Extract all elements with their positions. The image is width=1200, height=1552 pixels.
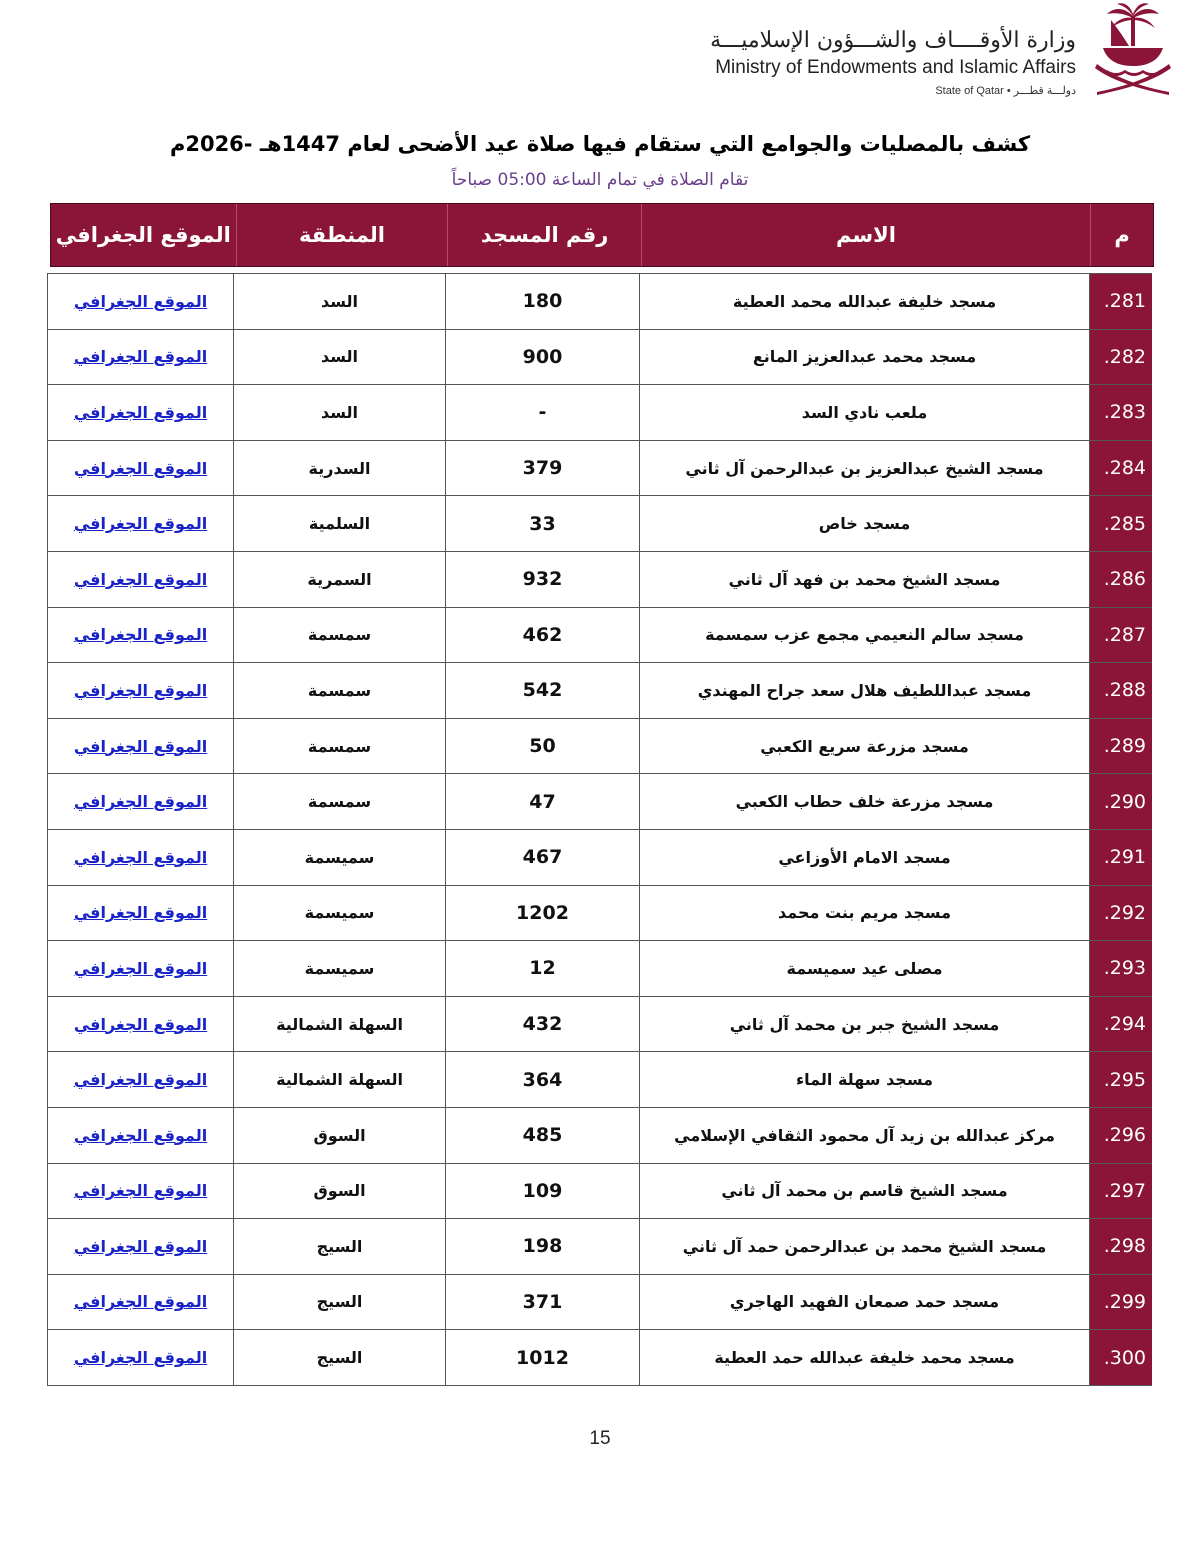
- header-area: المنطقة: [236, 204, 448, 266]
- area-name: سمسمة: [233, 774, 445, 829]
- location-cell: [47, 941, 233, 996]
- row-number: 295.: [1089, 1052, 1152, 1107]
- table-row: [47, 608, 1152, 664]
- area-name: السيج: [233, 1330, 445, 1385]
- row-number: 288.: [1089, 663, 1152, 718]
- mosque-number: 542: [445, 663, 639, 718]
- mosque-number: 198: [445, 1219, 639, 1274]
- mosque-name: مسجد سهلة الماء: [639, 1052, 1089, 1107]
- location-cell: [47, 608, 233, 663]
- area-name: السد: [233, 385, 445, 440]
- row-number: 290.: [1089, 774, 1152, 829]
- area-name: السهلة الشمالية: [233, 1052, 445, 1107]
- location-cell: [47, 997, 233, 1052]
- location-link[interactable]: الموقع الجغرافي: [73, 903, 208, 923]
- header-number: م: [1090, 204, 1153, 266]
- ministry-name-english: Ministry of Endowments and Islamic Affairs: [715, 57, 1076, 78]
- area-name: سمسمة: [233, 663, 445, 718]
- table-row: [47, 385, 1152, 441]
- area-name: السيج: [233, 1275, 445, 1330]
- area-name: سمسمة: [233, 608, 445, 663]
- location-cell: [47, 274, 233, 329]
- area-name: سميسمة: [233, 830, 445, 885]
- mosque-number: -: [445, 385, 639, 440]
- header-location: الموقع الجغرافي: [55, 223, 231, 247]
- row-number: 282.: [1089, 330, 1152, 385]
- location-link[interactable]: الموقع الجغرافي: [73, 1014, 208, 1034]
- location-link[interactable]: الموقع الجغرافي: [73, 958, 208, 978]
- mosque-name: مسجد الشيخ عبدالعزيز بن عبدالرحمن آل ثاني: [639, 441, 1089, 496]
- row-number: 300.: [1089, 1330, 1152, 1385]
- table-row: [47, 774, 1152, 830]
- area-name: السوق: [233, 1108, 445, 1163]
- row-number: 289.: [1089, 719, 1152, 774]
- page-number: 15: [589, 1428, 611, 1449]
- row-number: 291.: [1089, 830, 1152, 885]
- state-of-qatar-line: State of Qatar • دولـــة قطـــر: [935, 85, 1076, 97]
- page-header: [0, 0, 1200, 110]
- table-row: [47, 1052, 1152, 1108]
- area-name: السمرية: [233, 552, 445, 607]
- location-link[interactable]: الموقع الجغرافي: [73, 514, 208, 534]
- mosque-name: مسجد مريم بنت محمد: [639, 886, 1089, 941]
- location-cell: [47, 552, 233, 607]
- area-name: السلمية: [233, 496, 445, 551]
- mosque-number: 900: [445, 330, 639, 385]
- table-row: [47, 1108, 1152, 1164]
- area-name: سميسمة: [233, 886, 445, 941]
- mosque-name: مسجد خليفة عبدالله محمد العطية: [639, 274, 1089, 329]
- mosque-number: 432: [445, 997, 639, 1052]
- area-name: السد: [233, 274, 445, 329]
- qatar-emblem-icon: [1093, 2, 1173, 98]
- area-name: سميسمة: [233, 941, 445, 996]
- mosque-name: مسجد الشيخ قاسم بن محمد آل ثاني: [639, 1164, 1089, 1219]
- row-number: 294.: [1089, 997, 1152, 1052]
- location-link[interactable]: الموقع الجغرافي: [73, 625, 208, 645]
- mosque-name: ملعب نادي السد: [639, 385, 1089, 440]
- location-cell: [47, 1275, 233, 1330]
- row-number: 298.: [1089, 1219, 1152, 1274]
- location-cell: [47, 496, 233, 551]
- location-link[interactable]: الموقع الجغرافي: [73, 847, 208, 867]
- location-link[interactable]: الموقع الجغرافي: [73, 347, 208, 367]
- area-name: السد: [233, 330, 445, 385]
- mosque-number: 379: [445, 441, 639, 496]
- header-name: الاسم: [641, 204, 1090, 266]
- location-cell: [47, 1330, 233, 1385]
- prayer-time-subtitle: تقام الصلاة في تمام الساعة 05:00 صباحاً: [451, 170, 749, 190]
- mosque-name: مسجد مزرعة سريع الكعبي: [639, 719, 1089, 774]
- mosque-name: مسجد محمد عبدالعزيز المانع: [639, 330, 1089, 385]
- area-name: السدرية: [233, 441, 445, 496]
- mosque-name: مسجد الشيخ محمد بن عبدالرحمن حمد آل ثاني: [639, 1219, 1089, 1274]
- table-row: [47, 1219, 1152, 1275]
- ministry-name-arabic: وزارة الأوقــــاف والشـــؤون الإسلاميـــة: [710, 28, 1076, 53]
- table-row: [47, 552, 1152, 608]
- area-name: السوق: [233, 1164, 445, 1219]
- table-row: [47, 441, 1152, 497]
- location-link[interactable]: الموقع الجغرافي: [73, 1181, 208, 1201]
- location-link[interactable]: الموقع الجغرافي: [73, 1125, 208, 1145]
- mosque-number: 364: [445, 1052, 639, 1107]
- location-link[interactable]: الموقع الجغرافي: [73, 291, 208, 311]
- table-row: [47, 941, 1152, 997]
- mosque-number: 1202: [445, 886, 639, 941]
- location-cell: [47, 886, 233, 941]
- table-row: [47, 330, 1152, 386]
- mosque-number: 47: [445, 774, 639, 829]
- mosque-number: 180: [445, 274, 639, 329]
- location-link[interactable]: الموقع الجغرافي: [73, 1292, 208, 1312]
- table-row: [47, 1275, 1152, 1331]
- mosque-number: 462: [445, 608, 639, 663]
- location-link[interactable]: الموقع الجغرافي: [73, 1070, 208, 1090]
- mosque-name: مسجد خاص: [639, 496, 1089, 551]
- mosque-number: 485: [445, 1108, 639, 1163]
- mosque-number: 932: [445, 552, 639, 607]
- mosque-name: مسجد الشيخ جبر بن محمد آل ثاني: [639, 997, 1089, 1052]
- location-cell: [47, 719, 233, 774]
- row-number: 281.: [1089, 274, 1152, 329]
- mosque-table-body: [47, 273, 1152, 1386]
- row-number: 299.: [1089, 1275, 1152, 1330]
- location-cell: [47, 1219, 233, 1274]
- area-name: السهلة الشمالية: [233, 997, 445, 1052]
- location-link[interactable]: الموقع الجغرافي: [73, 680, 208, 700]
- table-header: [50, 203, 1154, 267]
- row-number: 292.: [1089, 886, 1152, 941]
- mosque-name: مسجد سالم النعيمي مجمع عزب سمسمة: [639, 608, 1089, 663]
- table-row: [47, 830, 1152, 886]
- location-link[interactable]: الموقع الجغرافي: [73, 458, 208, 478]
- row-number: 287.: [1089, 608, 1152, 663]
- table-row: [47, 663, 1152, 719]
- mosque-name: مسجد عبداللطيف هلال سعد جراح المهندي: [639, 663, 1089, 718]
- mosque-number: 467: [445, 830, 639, 885]
- table-row: [47, 997, 1152, 1053]
- mosque-name: مسجد مزرعة خلف حطاب الكعبي: [639, 774, 1089, 829]
- location-link[interactable]: الموقع الجغرافي: [73, 792, 208, 812]
- location-cell: [47, 441, 233, 496]
- document-title: كشف بالمصليات والجوامع التي ستقام فيها صلاة عيد الأضحى لعام 1447هـ -2026م: [169, 132, 1031, 156]
- mosque-number: 109: [445, 1164, 639, 1219]
- row-number: 296.: [1089, 1108, 1152, 1163]
- location-cell: [47, 1052, 233, 1107]
- mosque-name: مصلى عيد سميسمة: [639, 941, 1089, 996]
- table-row: [47, 274, 1152, 330]
- mosque-name: مسجد الامام الأوزاعي: [639, 830, 1089, 885]
- area-name: سمسمة: [233, 719, 445, 774]
- location-cell: [47, 385, 233, 440]
- mosque-name: مسجد الشيخ محمد بن فهد آل ثاني: [639, 552, 1089, 607]
- table-row: [47, 1330, 1152, 1386]
- area-name: السيج: [233, 1219, 445, 1274]
- location-link[interactable]: الموقع الجغرافي: [73, 736, 208, 756]
- table-row: [47, 886, 1152, 942]
- mosque-name: مسجد محمد خليفة عبدالله حمد العطية: [639, 1330, 1089, 1385]
- location-link[interactable]: الموقع الجغرافي: [73, 1348, 208, 1368]
- row-number: 284.: [1089, 441, 1152, 496]
- row-number: 293.: [1089, 941, 1152, 996]
- location-cell: [47, 1164, 233, 1219]
- mosque-name: مركز عبدالله بن زيد آل محمود الثقافي الإسلامي: [639, 1108, 1089, 1163]
- location-cell: [47, 830, 233, 885]
- location-cell: [47, 663, 233, 718]
- location-cell: [47, 330, 233, 385]
- row-number: 283.: [1089, 385, 1152, 440]
- location-link[interactable]: الموقع الجغرافي: [73, 569, 208, 589]
- location-link[interactable]: الموقع الجغرافي: [73, 402, 208, 422]
- mosque-name: مسجد حمد صمعان الفهيد الهاجري: [639, 1275, 1089, 1330]
- location-cell: [47, 774, 233, 829]
- row-number: 297.: [1089, 1164, 1152, 1219]
- table-row: [47, 719, 1152, 775]
- mosque-number: 12: [445, 941, 639, 996]
- mosque-number: 50: [445, 719, 639, 774]
- row-number: 286.: [1089, 552, 1152, 607]
- mosque-number: 371: [445, 1275, 639, 1330]
- mosque-number: 33: [445, 496, 639, 551]
- header-mosque-number: رقم المسجد: [447, 204, 641, 266]
- row-number: 285.: [1089, 496, 1152, 551]
- location-link[interactable]: الموقع الجغرافي: [73, 1236, 208, 1256]
- mosque-number: 1012: [445, 1330, 639, 1385]
- location-cell: [47, 1108, 233, 1163]
- table-row: [47, 1164, 1152, 1220]
- table-row: [47, 496, 1152, 552]
